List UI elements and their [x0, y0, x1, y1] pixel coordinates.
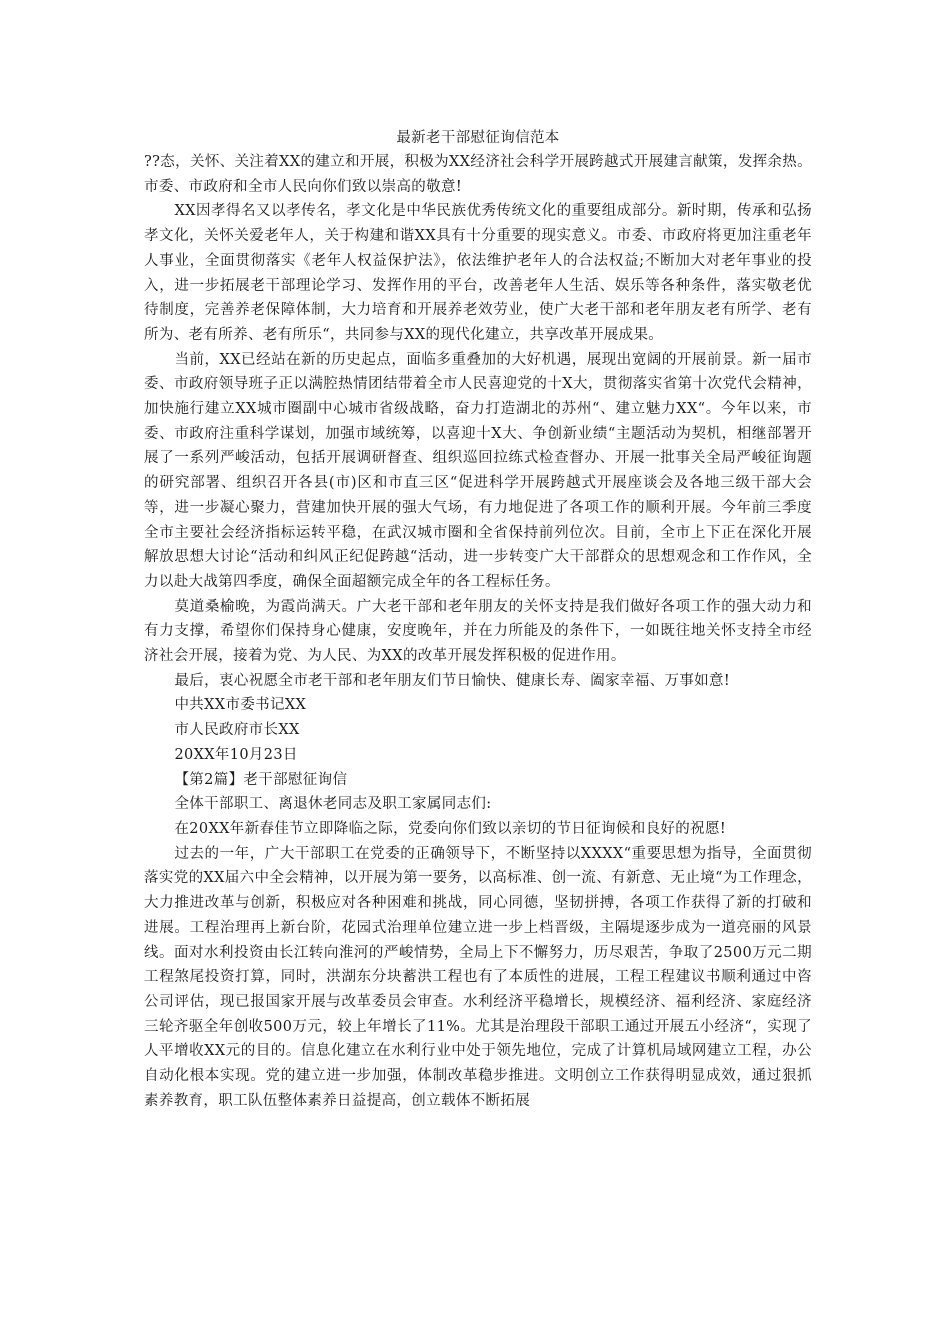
salutation: 全体干部职工、离退休老同志及职工家属同志们:: [174, 796, 492, 813]
paragraph-4: 莫道桑榆晚，为霞尚满天。广大老干部和老年朋友的关怀支持是我们做好各项工作的强大动力和有力支撑，希望你们保持身心健康，安度晚年，并在力所能及的条件下，一如既往地关怀支持全市经济社会开展，接着为党、为人民、为XX的改革开展发挥积极的促进作用。: [144, 598, 812, 665]
closing-wishes: 最后，衷心祝愿全市老干部和老年朋友们节日愉快、健康长寿、阖家幸福、万事如意!: [174, 672, 731, 689]
section-2-paragraph-2: 过去的一年，广大干部职工在党委的正确领导下，不断坚持以XXXX“重要思想为指导，全面贯彻落实党的XX届六中全会精神，以开展为第一要务，以高标准、创一流、有新意、无止境“为工作理念，大力推进改革与创新，积极应对各种困难和挑战，同心同德，坚韧拼搏，各项工作获得了新的打破和进展。工程治理再上新台阶，花园式治理单位建立进一步上档晋级，主隔堤逐步成为一道亮丽的风景线。面对水利投资由长江转向淮河的严峻情势，全局上下不懈努力，历尽艰苦，争取了2500万元二期工程煞尾投资打算，同时，洪湖东分块蓄洪工程也有了本质性的进展，工程工程建议书顺利通过中咨公司评估，现已报国家开展与改革委员会审查。水利经济平稳增长，规模经济、福利经济、家庭经济三轮齐驱全年创收500万元，较上年增长了11%。尤其是治理段干部职工通过开展五小经济“，实现了人平增收XX元的目的。信息化建立在水利行业中处于领先地位，完成了计算机局域网建立工程，办公自动化根本实现。党的建立进一步加强，体制改革稳步推进。文明创立工作获得明显成效，通过狠抓素养教育，职工队伍整体素养日益提高，创立载体不断拓展: [144, 845, 812, 1109]
signature-party-secretary: 中共XX市委书记XX: [174, 697, 307, 714]
document-body: [144, 126, 812, 1113]
section-2-paragraph-1: 在20XX年新春佳节立即降临之际，党委向你们致以亲切的节日征询候和良好的祝愿!: [174, 820, 727, 837]
document-title: 最新老干部慰征询信范本: [396, 130, 560, 146]
paragraph-2: XX因孝得名又以孝传名，孝文化是中华民族优秀传统文化的重要组成部分。新时期，传承和弘扬孝文化，关怀关爱老年人，关于构建和谐XX具有十分重要的现实意义。市委、市政府将更加注重老年人事业，全面贯彻落实《老年人权益保护法》，依法维护老年人的合法权益;不断加大对老年事业的投入，进一步拓展老干部理论学习、发挥作用的平台，改善老年人生活、娱乐等各种条件，落实敬老优待制度，完善养老保障体制，大力培育和开展养老效劳业，使广大老干部和老年朋友老有所学、老有所为、老有所养、老有所乐“，共同参与XX的现代化建立，共享改革开展成果。: [144, 203, 812, 343]
section-2-heading: 【第2篇】老干部慰征询信: [174, 771, 348, 788]
paragraph-3: 当前，XX已经站在新的历史起点，面临多重叠加的大好机遇，展现出宽阔的开展前景。新一届市委、市政府领导班子正以满腔热情团结带着全市人民喜迎党的十X大，贯彻落实省第十次党代会精神，加快施行建立XX城市圈副中心城市省级战略，奋力打造湖北的苏州“、建立魅力XX“。今年以来，市委、市政府注重科学谋划，加强市域统筹，以喜迎十X大、争创新业绩“主题活动为契机，相继部署开展了一系列严峻活动，包括开展调研督查、组织巡回拉练式检查督办、开展一批事关全局严峻征询题的研究部署、组织召开各县(市)区和市直三区“促进科学开展跨越式开展座谈会及各地三级干部大会等，进一步凝心聚力，营建加快开展的强大气场，有力地促进了各项工作的顺利开展。今年前三季度全市主要社会经济指标运转平稳，在武汉城市圈和全省保持前列位次。目前，全市上下正在深化开展解放思想大讨论“活动和纠风正纪促跨越“活动，进一步转变广大干部群众的思想观念和工作作风，全力以赴大战第四季度，确保全面超额完成全年的各工程标任务。: [144, 351, 812, 590]
letter-date: 20XX年10月23日: [174, 746, 298, 763]
signature-mayor: 市人民政府市长XX: [174, 722, 300, 739]
paragraph-1: ??态，关怀、关注着XX的建立和开展，积极为XX经济社会科学开展跨越式开展建言献策，发挥余热。市委、市政府和全市人民向你们致以崇高的敬意!: [144, 154, 812, 195]
